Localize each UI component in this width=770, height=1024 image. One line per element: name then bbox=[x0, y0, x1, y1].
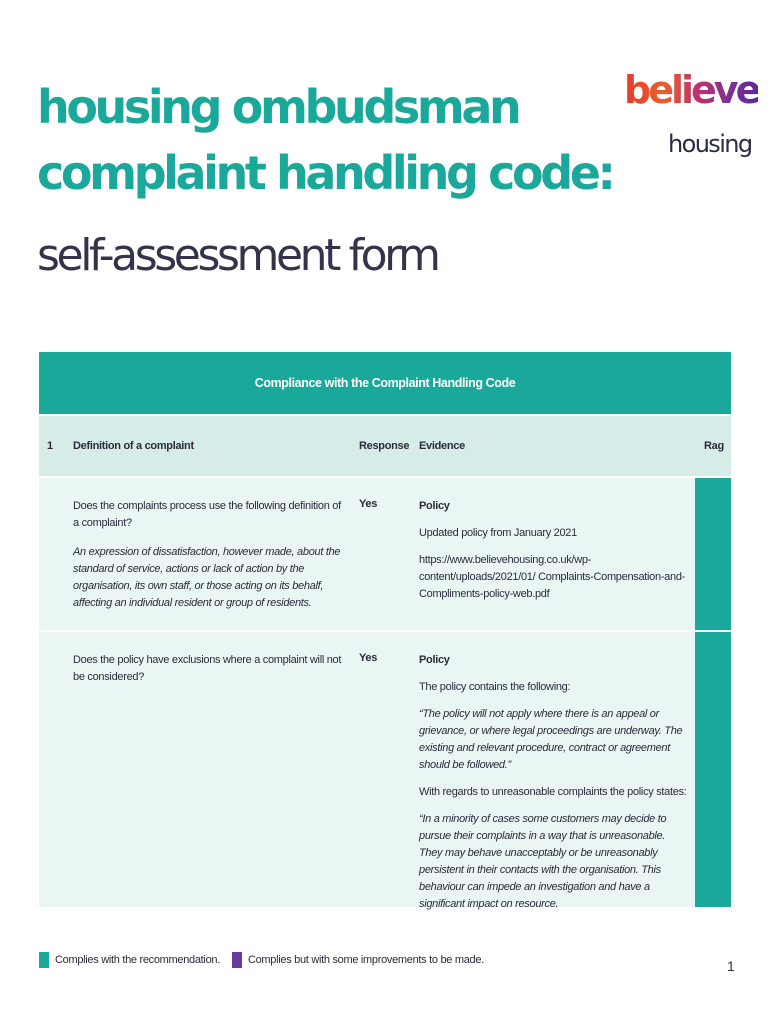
evidence-text: Updated policy from January 2021 bbox=[419, 527, 577, 539]
legend-label: Complies with the recommendation. bbox=[55, 954, 220, 966]
evidence-intro: The policy contains the following: bbox=[419, 681, 571, 693]
evidence-cell bbox=[419, 498, 689, 613]
column-response: Response bbox=[359, 440, 410, 452]
legend-label: Complies but with some improvements to be made. bbox=[247, 954, 484, 966]
question-text: Does the complaints process use the following definition of a complaint? bbox=[73, 500, 341, 529]
section-number: 1 bbox=[47, 440, 53, 452]
legend-swatch-teal bbox=[39, 952, 49, 968]
response-value: Yes bbox=[359, 652, 378, 664]
table-row bbox=[39, 478, 731, 630]
legend-item bbox=[232, 952, 484, 968]
evidence-title: Policy bbox=[419, 654, 450, 666]
title-line-2: complaint handling code: bbox=[37, 146, 613, 200]
column-header-row bbox=[39, 416, 731, 476]
believe-housing-logo bbox=[624, 68, 759, 168]
question-text: Does the policy have exclusions where a complaint will not be considered? bbox=[73, 654, 342, 683]
legend-item bbox=[39, 952, 220, 968]
question-cell bbox=[73, 652, 345, 698]
response-value: Yes bbox=[359, 498, 378, 510]
question-cell bbox=[73, 498, 345, 624]
evidence-cell bbox=[419, 652, 689, 923]
logo-believe-text: believe bbox=[624, 68, 759, 112]
evidence-quote: “The policy will not apply where there is an appeal or grievance, or where legal proceedings are underway. The existing and relevant procedure, contract or agreement should be followed.” bbox=[419, 708, 683, 771]
column-definition: Definition of a complaint bbox=[73, 440, 194, 452]
evidence-text: With regards to unreasonable complaints the policy states: bbox=[419, 786, 687, 798]
question-definition-text: An expression of dissatisfaction, however made, about the standard of service, actions or lack of action by the organisation, its own staff, or those acting on its behalf, affecting an individual resident or group of residents. bbox=[73, 546, 341, 609]
table-row bbox=[39, 632, 731, 910]
evidence-quote: “In a minority of cases some customers may decide to pursue their complaints in a way that is unreasonable. They may behave unacceptably or be unreasonably persistent in their contacts with the organisation. This behaviour can impede an investigation and have a significant impact on resource. bbox=[419, 813, 667, 910]
evidence-title: Policy bbox=[419, 500, 450, 512]
rag-status bbox=[695, 632, 731, 907]
table-header: Compliance with the Complaint Handling Code bbox=[39, 352, 731, 414]
column-evidence: Evidence bbox=[419, 440, 465, 452]
rag-status bbox=[695, 478, 731, 630]
legend-swatch-purple bbox=[232, 952, 242, 968]
document-title bbox=[37, 74, 613, 206]
column-rag: Rag bbox=[704, 440, 724, 452]
page-number: 1 bbox=[727, 958, 735, 974]
document-subtitle: self-assessment form bbox=[37, 230, 438, 281]
logo-housing-text: housing bbox=[668, 130, 752, 158]
compliance-table bbox=[39, 352, 731, 910]
legend bbox=[39, 952, 496, 968]
title-line-1: housing ombudsman bbox=[37, 80, 519, 134]
evidence-link[interactable]: https://www.believehousing.co.uk/wp-content/uploads/2021/01/ Complaints-Compensation-and-Compliments-policy-web.pdf bbox=[419, 554, 685, 600]
